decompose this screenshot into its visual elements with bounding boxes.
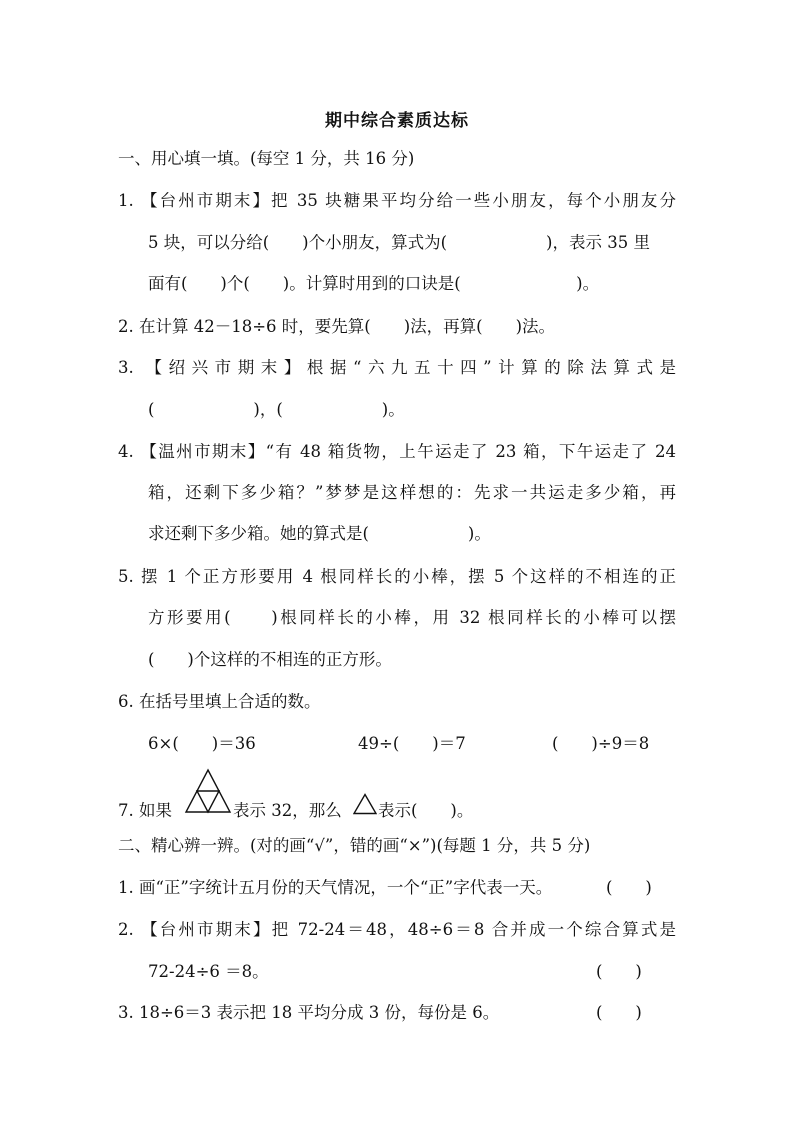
q4-line-3: 求还剩下多少箱。她的算式是( )。 — [148, 524, 491, 543]
q4-line-2: 箱，还剩下多少箱？”梦梦是这样想的：先求一共运走多少箱，再 — [148, 483, 676, 502]
section-1-heading: 一、用心填一填。(每空 1 分，共 16 分) — [118, 149, 415, 168]
q6-equation-2: 49÷( )＝7 — [358, 734, 466, 753]
s2-q2-answer-paren[interactable]: ( ) — [596, 962, 642, 981]
q4-line-1: 4. 【温州市期末】“有 48 箱货物，上午运走了 23 箱，下午运走了 24 — [118, 442, 676, 461]
single-triangle-figure — [353, 793, 377, 815]
q3-line-1: 3. 【绍兴市期末】根据“六九五十四”计算的除法算式是 — [118, 358, 676, 377]
q5-line-1: 5. 摆 1 个正方形要用 4 根同样长的小棒，摆 5 个这样的不相连的正 — [118, 567, 676, 586]
q7-text-a: 7. 如果 — [118, 801, 172, 820]
q5-line-3: ( )个这样的不相连的正方形。 — [148, 650, 392, 669]
page-title: 期中综合素质达标 — [325, 111, 469, 131]
q7-text-c: 表示( )。 — [378, 801, 474, 820]
q6-equation-1: 6×( )＝36 — [148, 734, 256, 753]
q2-line: 2. 在计算 42－18÷6 时，要先算( )法，再算( )法。 — [118, 317, 556, 336]
q1-line-3: 面有( )个( )。计算时用到的口诀是( )。 — [148, 274, 600, 293]
q7-text-b: 表示 32，那么 — [233, 801, 342, 820]
s2-q2-line-1: 2. 【台州市期末】把 72-24＝48，48÷6＝8 合并成一个综合算式是 — [118, 920, 676, 939]
q1-line-2: 5 块，可以分给( )个小朋友，算式为( )，表示 35 里 — [148, 233, 650, 252]
q5-line-2: 方形要用( )根同样长的小棒，用 32 根同样长的小棒可以摆 — [148, 608, 676, 627]
q1-line-1: 1. 【台州市期末】把 35 块糖果平均分给一些小朋友，每个小朋友分 — [118, 191, 676, 210]
section-2-heading: 二、精心辨一辨。(对的画“√”，错的画“×”)(每题 1 分，共 5 分) — [118, 836, 591, 855]
s2-q3-line: 3. 18÷6＝3 表示把 18 平均分成 3 份，每份是 6。 — [118, 1003, 500, 1022]
four-triangles-figure — [184, 768, 232, 814]
s2-q1-answer-paren[interactable]: ( ) — [606, 878, 652, 897]
s2-q3-answer-paren[interactable]: ( ) — [596, 1003, 642, 1022]
s2-q1-line: 1. 画“正”字统计五月份的天气情况，一个“正”字代表一天。 — [118, 878, 553, 897]
q6-line: 6. 在括号里填上合适的数。 — [118, 692, 321, 711]
q6-equation-3: ( )÷9＝8 — [552, 734, 650, 753]
q3-line-2: ( )，( )。 — [148, 400, 405, 419]
s2-q2-line-2: 72-24÷6 ＝8。 — [148, 962, 269, 981]
